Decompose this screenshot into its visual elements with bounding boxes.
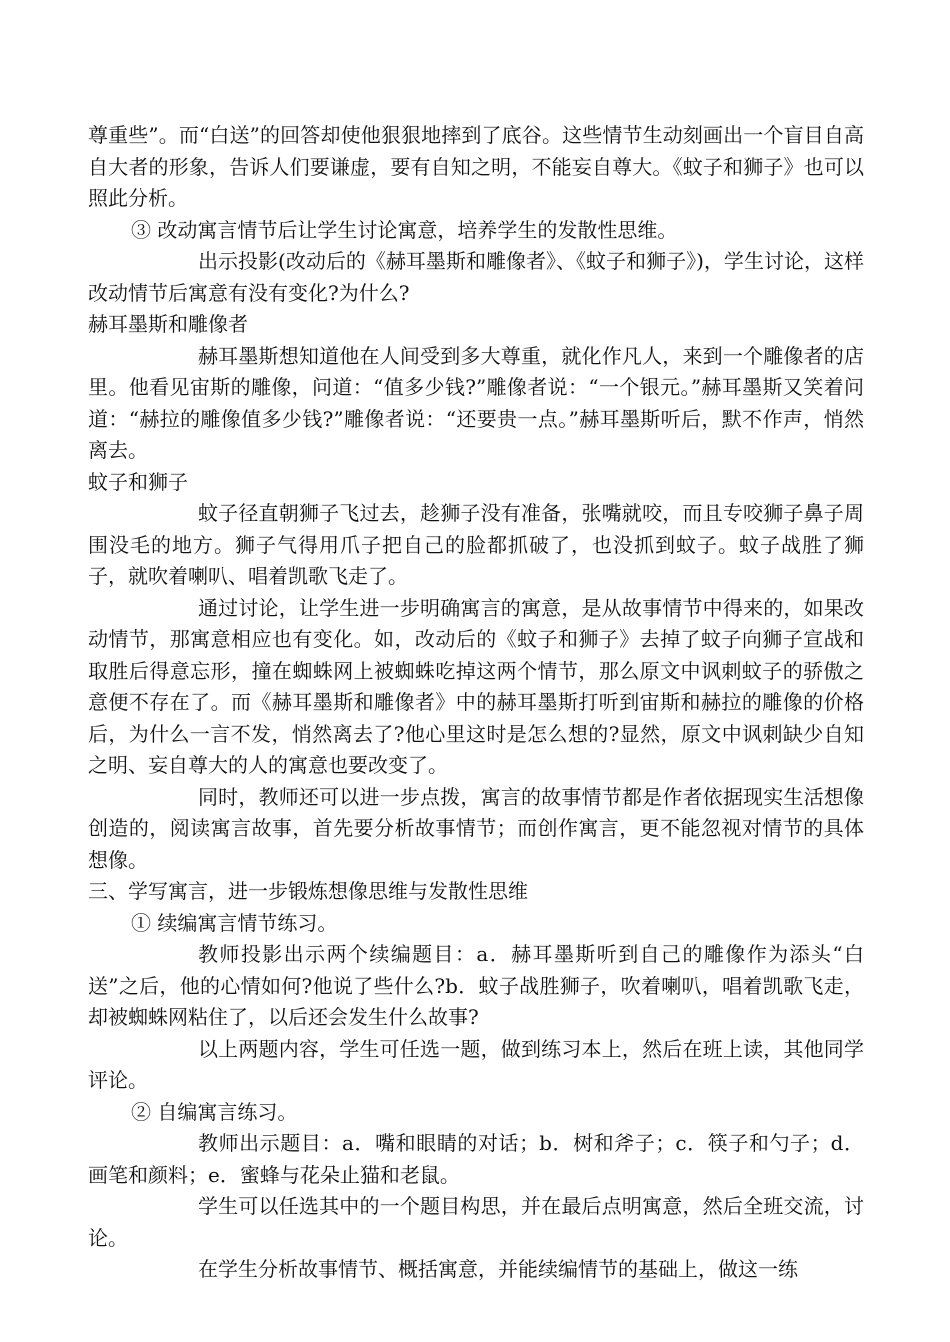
paragraph-final: 在学生分析故事情节、概括寓意，并能续编情节的基础上，做这一练 — [198, 1257, 798, 1281]
step-1-heading: ① 续编寓言情节练习。 — [131, 910, 338, 935]
fable-text-mosquito: 蚊子径直朝狮子飞过去，趁狮子没有准备，张嘴就咬，而且专咬狮子鼻子周围没毛的地方。狮子气得用爪子把自己的脸都抓破了，也没抓到蚊子。蚊子战胜了狮子，就吹着喇叭、唱着凯歌飞走了。 — [88, 501, 864, 588]
document-body — [88, 120, 864, 1286]
paragraph-projection: 出示投影(改动后的《赫耳墨斯和雕像者》、《蚊子和狮子》)，学生讨论，这样改动情节后寓意有没有变化?为什么? — [88, 249, 864, 305]
fable-title-hermes: 赫耳墨斯和雕像者 — [88, 312, 248, 336]
paragraph-student-choice: 学生可以任选其中的一个题目构思，并在最后点明寓意，然后全班交流，讨论。 — [88, 1194, 864, 1250]
step-3-heading: ③ 改动寓言情节后让学生讨论寓意，培养学生的发散性思维。 — [131, 217, 678, 242]
fable-title-mosquito: 蚊子和狮子 — [88, 469, 188, 494]
paragraph-teacher-guidance: 同时，教师还可以进一步点拨，寓言的故事情节都是作者依据现实生活想像创造的，阅读寓言故事，首先要分析故事情节；而创作寓言，更不能忽视对情节的具体想像。 — [88, 784, 864, 872]
paragraph-choose-topic: 以上两题内容，学生可任选一题，做到练习本上，然后在班上读，其他同学评论。 — [88, 1036, 864, 1092]
paragraph-writing-topics: 教师出示题目：a．嘴和眼睛的对话；b．树和斧子；c．筷子和勺子；d．画笔和颜料；e．蜜蜂与花朵止猫和老鼠。 — [88, 1131, 864, 1187]
fable-text-hermes: 赫耳墨斯想知道他在人间受到多大尊重，就化作凡人，来到一个雕像者的店里。他看见宙斯的雕像，问道：“值多少钱?”雕像者说：“一个银元。”赫耳墨斯又笑着问道：“赫拉的雕像值多少钱?”雕像者说：“还要贵一点。”赫耳墨斯听后，默不作声，悄然离去。 — [88, 343, 864, 462]
paragraph-discussion: 通过讨论，让学生进一步明确寓言的寓意，是从故事情节中得来的，如果改动情节，那寓意相应也有变化。如，改动后的《蚊子和狮子》去掉了蚊子向狮子宣战和取胜后得意忘形，撞在蜘蛛网上被蜘蛛吃掉这两个情节，那么原文中讽刺蚊子的骄傲之意便不存在了。而《赫耳墨斯和雕像者》中的赫耳墨斯打听到宙斯和赫拉的雕像的价格后，为什么一言不发，悄然离去了?他心里这时是怎么想的?显然，原文中讽刺缺少自知之明、妄自尊大的人的寓意也要改变了。 — [88, 595, 864, 777]
paragraph-continuation: 尊重些”。而“白送”的回答却使他狠狠地摔到了底谷。这些情节生动刻画出一个盲目自高自大者的形象，告诉人们要谦虚，要有自知之明，不能妄自尊大。《蚊子和狮子》也可以照此分析。 — [88, 123, 864, 210]
paragraph-continuation-topics: 教师投影出示两个续编题目：a．赫耳墨斯听到自己的雕像作为添头“白送”之后，他的心情如何?他说了些什么?b．蚊子战胜狮子，吹着喇叭，唱着凯歌飞走，却被蜘蛛网粘住了，以后还会发生什么故事? — [88, 942, 864, 1029]
step-2-heading: ② 自编寓言练习。 — [131, 1099, 298, 1124]
section-heading-3: 三、学写寓言，进一步锻炼想像思维与发散性思维 — [88, 879, 528, 903]
